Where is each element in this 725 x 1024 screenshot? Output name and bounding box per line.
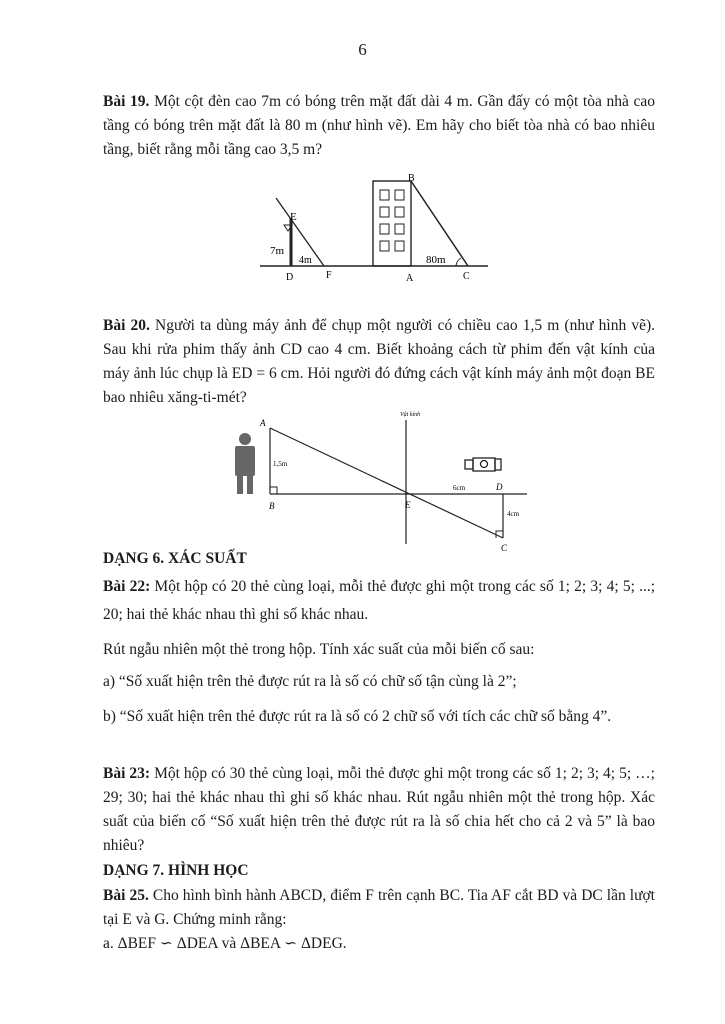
problem-23-text: Một hộp có 30 thẻ cùng loại, mỗi thẻ được ghi một trong các số 1; 2; 3; 4; 5; …; 29; 30; hai thẻ khác nhau thì ghi số khác nhau. Rút ngẫu nhiên một thẻ trong hộp. Xác suất của biến cố “Số xuất hiện trên thẻ được rút ra là số chia hết cho cả 2 và 5” là bao nhiêu?	[103, 765, 655, 854]
lens-label: Vật kính	[400, 412, 421, 418]
point-c: C	[463, 271, 470, 282]
point-e: E	[405, 500, 411, 510]
problem-25-label: Bài 25.	[103, 887, 149, 904]
problem-22-instruction: Rút ngẫu nhiên một thẻ trong hộp. Tính xác suất của mỗi biến cố sau:	[103, 641, 535, 658]
label-7m: 7m	[270, 245, 285, 257]
problem-25-text: Cho hình bình hành ABCD, điểm F trên cạnh BC. Tia AF cắt BD và DC lần lượt tại E và G. Chứng minh rằng:	[103, 887, 655, 928]
problem-23	[103, 762, 655, 858]
label-1-5m: 1,5m	[273, 460, 288, 468]
problem-22	[103, 573, 655, 629]
section-heading-geometry: DẠNG 7. HÌNH HỌC	[103, 862, 249, 879]
page-number: 6	[358, 40, 367, 59]
camera-icon	[465, 458, 501, 471]
point-a: A	[406, 273, 414, 284]
label-4m: 4m	[299, 255, 312, 266]
problem-22-label: Bài 22:	[103, 578, 151, 595]
ray-ac	[270, 428, 503, 538]
problem-25-item-a: a. ΔBEF ∽ ΔDEA và ΔBEA ∽ ΔDEG.	[103, 935, 347, 952]
angle-mark-c	[456, 258, 461, 266]
point-a: A	[260, 418, 266, 428]
point-d: D	[496, 482, 503, 492]
point-f: F	[326, 270, 332, 281]
label-80m: 80m	[426, 254, 446, 266]
problem-22-text: Một hộp có 20 thẻ cùng loại, mỗi thẻ được ghi một trong các số 1; 2; 3; 4; 5; ...; 20; hai thẻ khác nhau thì ghi số khác nhau.	[103, 578, 656, 623]
problem-23-label: Bài 23:	[103, 765, 151, 782]
point-e: E	[290, 211, 297, 223]
problem-20	[103, 314, 655, 410]
point-c: C	[501, 543, 508, 553]
figure-lamp-building	[250, 170, 500, 290]
building	[373, 181, 411, 266]
person-icon	[235, 433, 255, 494]
point-b: B	[269, 501, 275, 511]
building-windows	[380, 190, 404, 251]
problem-19-text: Một cột đèn cao 7m có bóng trên mặt đất dài 4 m. Gần đấy có một tòa nhà cao tầng có bóng trên mặt đất là 80 m (như hình vẽ). Em hãy cho biết tòa nhà có bao nhiêu tầng, biết rằng mỗi tầng cao 3,5 m?	[103, 93, 655, 158]
section-heading-probability: DẠNG 6. XÁC SUẤT	[103, 550, 247, 567]
problem-19	[103, 90, 655, 162]
right-angle-b	[270, 487, 277, 494]
point-d: D	[286, 272, 294, 283]
problem-22-item-a: a) “Số xuất hiện trên thẻ được rút ra là số có chữ số tận cùng là 2”;	[103, 673, 517, 690]
problem-25	[103, 884, 655, 932]
problem-19-label: Bài 19.	[103, 93, 150, 110]
point-b: B	[408, 173, 415, 184]
figure-camera	[225, 408, 535, 553]
problem-20-label: Bài 20.	[103, 317, 150, 334]
label-4cm: 4cm	[507, 510, 520, 518]
problem-22-item-b: b) “Số xuất hiện trên thẻ được rút ra là số có 2 chữ số với tích các chữ số bằng 4”.	[103, 708, 612, 725]
problem-20-text: Người ta dùng máy ảnh để chụp một người có chiều cao 1,5 m (như hình vẽ). Sau khi rửa phim thấy ảnh CD cao 4 cm. Biết khoảng cách từ phim đến vật kính của máy ảnh lúc chụp là ED = 6 cm. Hỏi người đó đứng cách vật kính máy ảnh một đoạn BE bao nhiêu xăng-ti-mét?	[103, 317, 655, 406]
label-6cm: 6cm	[453, 484, 466, 492]
